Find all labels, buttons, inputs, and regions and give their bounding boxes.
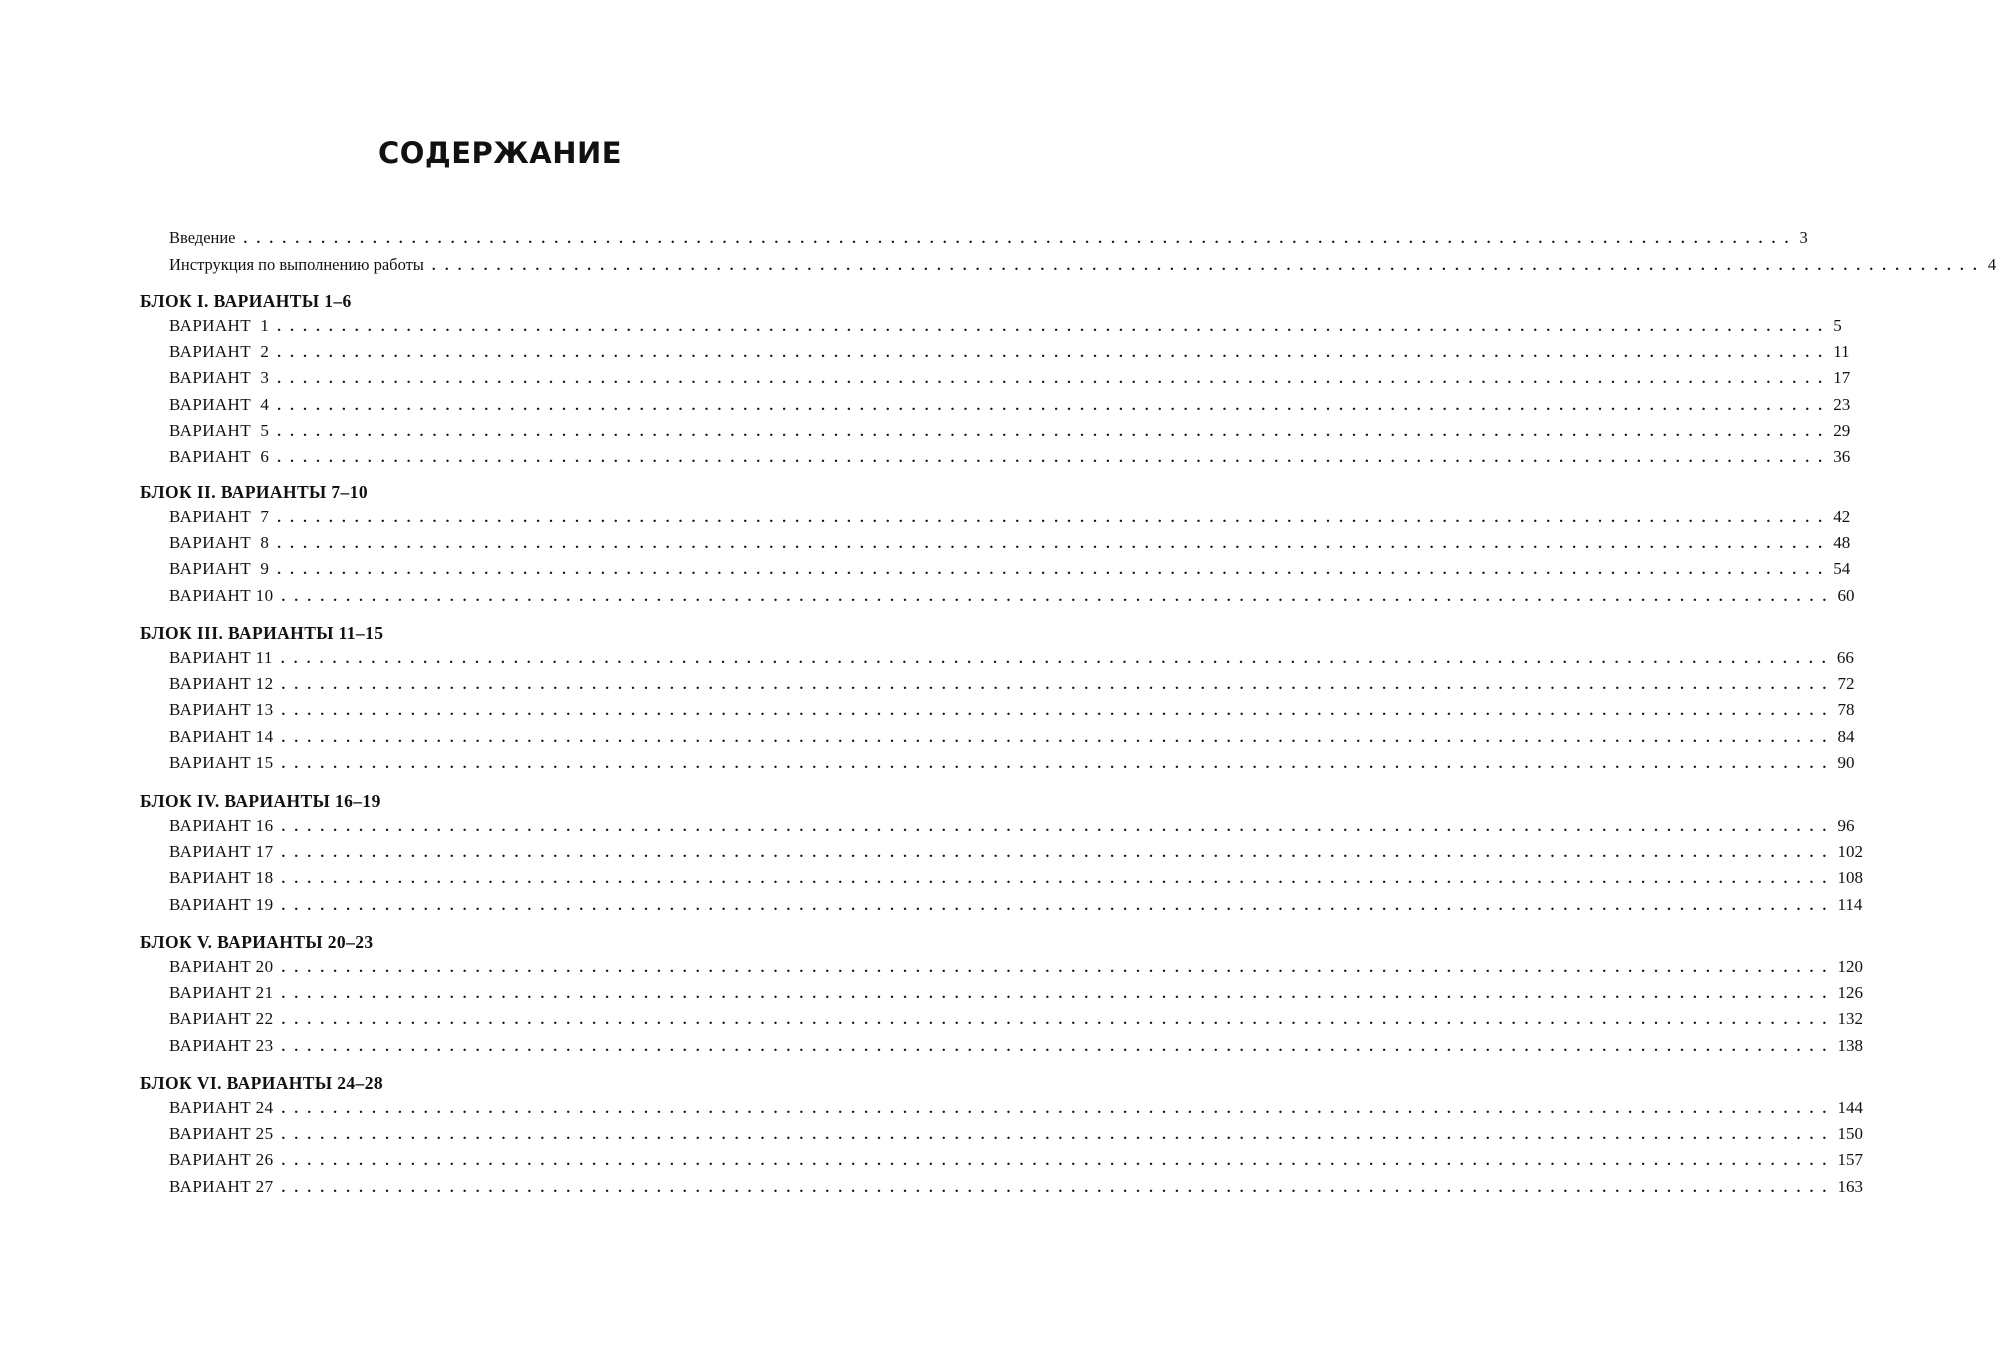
toc-entry-variant[interactable] [140, 839, 1863, 865]
toc-entry-variant[interactable] [140, 750, 1855, 776]
toc-entry-label: ВАРИАНТ 24 [169, 1098, 274, 1117]
leader-dots: ........................................................................................................................ [281, 1012, 1836, 1029]
toc-entry-label: ВАРИАНТ 6 [169, 447, 270, 466]
toc-entry-label: ВАРИАНТ 2 [169, 342, 270, 362]
toc-entry-page: 132 [1837, 1009, 1863, 1029]
leader-dots: ........................................................................................................................ [281, 755, 1836, 772]
leader-dots: ........................................................................................................................ [431, 258, 1986, 274]
toc-entry-page: 4 [1987, 255, 1996, 274]
toc-entry-variant[interactable] [140, 530, 1851, 556]
toc-entry-label: ВАРИАНТ 26 [169, 1150, 274, 1170]
toc-entry-label: ВАРИАНТ 16 [169, 816, 274, 835]
toc-entry-page: 54 [1833, 559, 1851, 579]
toc-entry-variant[interactable] [140, 724, 1855, 750]
toc-entry-label: ВАРИАНТ 22 [169, 1009, 274, 1029]
toc-entry-label: ВАРИАНТ 4 [169, 394, 270, 414]
leader-dots: ........................................................................................................................ [281, 819, 1836, 835]
toc-entry-variant[interactable] [140, 865, 1863, 891]
leader-dots: ........................................................................................................................ [280, 651, 1835, 667]
toc-entry-instructions[interactable] [140, 252, 1996, 278]
toc-entry-page: 29 [1833, 420, 1851, 440]
toc-entry-variant[interactable] [140, 671, 1855, 697]
leader-dots: ........................................................................................................................ [277, 450, 1832, 466]
toc-entry-page: 163 [1837, 1176, 1863, 1196]
toc-entry-variant[interactable] [140, 1147, 1863, 1173]
toc-entry-page: 138 [1837, 1035, 1863, 1055]
toc-entry-page: 48 [1833, 533, 1851, 553]
toc-entry-page: 3 [1799, 228, 1808, 247]
block-heading[interactable]: БЛОК IV. ВАРИАНТЫ 16–19 [140, 791, 381, 811]
toc-entry-page: 11 [1833, 342, 1850, 362]
toc-entry-variant[interactable] [140, 1095, 1863, 1121]
toc-entry-label: ВАРИАНТ 9 [169, 559, 270, 579]
toc-entry-page: 150 [1837, 1124, 1863, 1144]
leader-dots: ........................................................................................................................ [277, 319, 1832, 335]
leader-dots: ........................................................................................................................ [281, 729, 1836, 746]
toc-entry-label: ВАРИАНТ 3 [169, 368, 270, 388]
toc-entry-variant[interactable] [140, 1121, 1863, 1147]
leader-dots: ........................................................................................................................ [281, 1153, 1836, 1170]
toc-entry-page: 157 [1837, 1150, 1863, 1170]
toc-entry-label: ВАРИАНТ 13 [169, 700, 274, 720]
leader-dots: ........................................................................................................................ [281, 677, 1836, 694]
toc-entry-variant[interactable] [140, 339, 1850, 365]
leader-dots: ........................................................................................................................ [281, 1127, 1836, 1144]
toc-entry-variant[interactable] [140, 980, 1863, 1006]
leader-dots: ........................................................................................................................ [281, 588, 1836, 605]
toc-entry-variant[interactable] [140, 645, 1854, 671]
toc-entry-variant[interactable] [140, 365, 1851, 391]
block-heading[interactable]: БЛОК II. ВАРИАНТЫ 7–10 [140, 482, 369, 502]
toc-entry-page: 5 [1833, 316, 1842, 335]
leader-dots: ........................................................................................................................ [277, 345, 1832, 362]
leader-dots: ........................................................................................................................ [281, 986, 1836, 1003]
leader-dots: ........................................................................................................................ [281, 871, 1836, 888]
leader-dots: ........................................................................................................................ [277, 423, 1832, 440]
leader-dots: ........................................................................................................................ [277, 536, 1832, 553]
toc-entry-variant[interactable] [140, 1006, 1863, 1032]
toc-entry-page: 114 [1837, 894, 1863, 914]
leader-dots: ........................................................................................................................ [277, 371, 1832, 388]
toc-entry-variant[interactable] [140, 392, 1851, 418]
block-heading[interactable]: БЛОК III. ВАРИАНТЫ 11–15 [140, 623, 384, 643]
toc-entry-label: ВАРИАНТ 11 [169, 648, 273, 667]
block-heading[interactable]: БЛОК V. ВАРИАНТЫ 20–23 [140, 932, 374, 952]
leader-dots: ........................................................................................................................ [281, 897, 1836, 914]
block-heading[interactable]: БЛОК I. ВАРИАНТЫ 1–6 [140, 291, 352, 311]
block-heading[interactable]: БЛОК VI. ВАРИАНТЫ 24–28 [140, 1073, 383, 1093]
leader-dots: ........................................................................................................................ [281, 960, 1836, 976]
toc-entry-page: 144 [1837, 1098, 1863, 1117]
toc-entry-label: ВАРИАНТ 20 [169, 957, 274, 976]
toc-entry-label: ВАРИАНТ 10 [169, 585, 274, 605]
toc-entry-page: 42 [1833, 507, 1851, 526]
leader-dots: ........................................................................................................................ [281, 1038, 1836, 1055]
toc-entry-variant[interactable] [140, 313, 1842, 339]
toc-entry-label: ВАРИАНТ 15 [169, 752, 274, 772]
toc-entry-label: ВАРИАНТ 27 [169, 1176, 274, 1196]
toc-entry-page: 84 [1837, 726, 1855, 746]
page-title: СОДЕРЖАНИЕ [377, 136, 623, 170]
toc-entry-label: ВАРИАНТ 5 [169, 420, 270, 440]
toc-entry-variant[interactable] [140, 892, 1863, 918]
toc-entry-page: 108 [1837, 868, 1863, 888]
toc-entry-label: Инструкция по выполнению работы [169, 255, 424, 274]
toc-entry-label: ВАРИАНТ 25 [169, 1124, 274, 1144]
toc-entry-variant[interactable] [140, 813, 1855, 839]
toc-entry-variant[interactable] [140, 504, 1851, 530]
toc-entry-page: 96 [1837, 816, 1855, 835]
toc-entry-page: 36 [1833, 447, 1851, 466]
leader-dots: ........................................................................................................................ [277, 397, 1832, 414]
toc-entry-label: ВАРИАНТ 7 [169, 507, 270, 526]
toc-entry-variant[interactable] [140, 583, 1855, 609]
leader-dots: ........................................................................................................................ [281, 1101, 1836, 1117]
toc-entry-variant[interactable] [140, 444, 1851, 470]
toc-entry-label: ВАРИАНТ 21 [169, 983, 274, 1003]
leader-dots: ........................................................................................................................ [281, 703, 1836, 720]
toc-entry-label: ВАРИАНТ 19 [169, 894, 274, 914]
leader-dots: ........................................................................................................................ [277, 562, 1832, 579]
toc-entry-variant[interactable] [140, 1033, 1863, 1059]
toc-entry-page: 102 [1837, 842, 1863, 862]
toc-entry-page: 23 [1833, 394, 1851, 414]
toc-entry-page: 17 [1833, 368, 1851, 388]
toc-entry-page: 72 [1837, 674, 1855, 694]
leader-dots: ........................................................................................................................ [281, 845, 1836, 862]
toc-entry-label: ВАРИАНТ 18 [169, 868, 274, 888]
toc-entry-variant[interactable] [140, 954, 1863, 980]
toc-entry-label: ВАРИАНТ 1 [169, 316, 270, 335]
leader-dots: ........................................................................................................................ [277, 510, 1832, 526]
leader-dots: ........................................................................................................................ [281, 1179, 1836, 1196]
toc-entry-label: ВАРИАНТ 23 [169, 1035, 274, 1055]
toc-entry-label: Введение [169, 228, 236, 247]
toc-entry-intro[interactable] [140, 225, 1808, 251]
toc-entry-page: 66 [1836, 648, 1854, 667]
toc-entry-variant[interactable] [140, 418, 1851, 444]
leader-dots: ........................................................................................................................ [243, 231, 1798, 247]
toc-entry-variant[interactable] [140, 556, 1851, 582]
toc-entry-variant[interactable] [140, 697, 1855, 723]
toc-entry-label: ВАРИАНТ 8 [169, 533, 270, 553]
toc-entry-page: 90 [1837, 752, 1855, 772]
toc-entry-page: 126 [1837, 983, 1863, 1003]
toc-entry-variant[interactable] [140, 1174, 1863, 1200]
toc-entry-page: 120 [1837, 957, 1863, 976]
toc-entry-label: ВАРИАНТ 17 [169, 842, 274, 862]
toc-entry-page: 60 [1837, 585, 1855, 605]
toc-entry-page: 78 [1837, 700, 1855, 720]
toc-entry-label: ВАРИАНТ 12 [169, 674, 274, 694]
toc-entry-label: ВАРИАНТ 14 [169, 726, 274, 746]
